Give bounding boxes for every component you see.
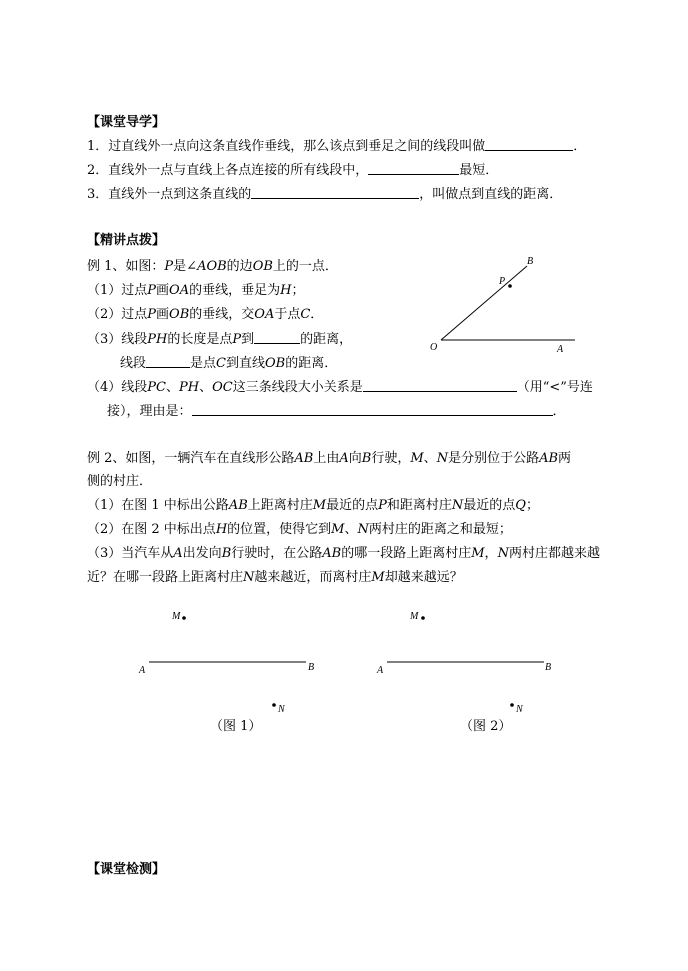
example2-line-1: 例 2、如图，一辆汽车在直线形公路AB上由A向B行驶，M、N是分别位于公路AB两: [87, 451, 572, 466]
example1-step-4-cont: 接），理由是： ．: [107, 404, 566, 419]
label-b: B: [545, 662, 552, 673]
example2-item-3: （3）当汽车从A出发向B行驶时，在公路AB的哪一段路上距离村庄M，N两村庄都越来越: [87, 546, 600, 561]
label-a: A: [139, 665, 146, 676]
guide-item-3: 3．直线外一点到这条直线的 ，叫做点到直线的距离．: [87, 187, 563, 202]
example1-step-3: （3）线段PH的长度是点P到 的距离，: [87, 332, 353, 347]
label-p: P: [499, 276, 506, 287]
example2-item-2: （2）在图 2 中标出点H的位置，使得它到M、N两村庄的距离之和最短；: [87, 522, 512, 537]
label-a: A: [557, 344, 564, 355]
label-b: B: [527, 256, 534, 267]
label-b: B: [308, 662, 315, 673]
example1-step-4: （4）线段PC、PH、OC这三条线段大小关系是 （用“<”号连: [87, 380, 593, 395]
label-a: A: [377, 665, 384, 676]
point-m: [182, 616, 186, 620]
figure-1: [138, 611, 314, 715]
guide-item-1: 1．过直线外一点向这条直线作垂线，那么该点到垂足之间的线段叫做 ．: [87, 139, 587, 154]
label-n: N: [278, 704, 285, 715]
guide-item-2: 2．直线外一点与直线上各点连接的所有线段中， 最短．: [87, 163, 499, 178]
point-m: [421, 616, 425, 620]
section-heading-check: 【课堂检测】: [87, 862, 166, 877]
figure-1-caption: （图 1）: [210, 719, 262, 734]
point-n: [272, 703, 276, 707]
figure-2-caption: （图 2）: [460, 719, 512, 734]
label-m: M: [172, 611, 181, 622]
example2-item-1: （1）在图 1 中标出公路AB上距离村庄M最近的点P和距离村庄N最近的点Q；: [87, 498, 539, 513]
example1-step-2: （2）过点P画OB的垂线，交OA于点C．: [87, 307, 324, 322]
example1-step-1: （1）过点P画OA的垂线，垂足为H；: [87, 283, 305, 298]
example2-item-3-cont: 近？在哪一段路上距离村庄N越来越近，而离村庄M却越来越远？: [87, 570, 463, 585]
example2-line-2: 侧的村庄．: [87, 474, 153, 489]
section-heading-explain: 【精讲点拨】: [87, 233, 166, 248]
example1-step-3-cont: 线段 是点C到直线OB的距离．: [120, 356, 338, 371]
figure-2: [376, 611, 551, 715]
label-o: O: [430, 342, 438, 353]
label-m: M: [410, 611, 419, 622]
point-n: [510, 703, 514, 707]
example1-intro: 例 1、如图：P是∠AOB的边OB上的一点．: [87, 259, 338, 274]
section-heading-guide: 【课堂导学】: [87, 115, 166, 130]
label-n: N: [516, 704, 523, 715]
